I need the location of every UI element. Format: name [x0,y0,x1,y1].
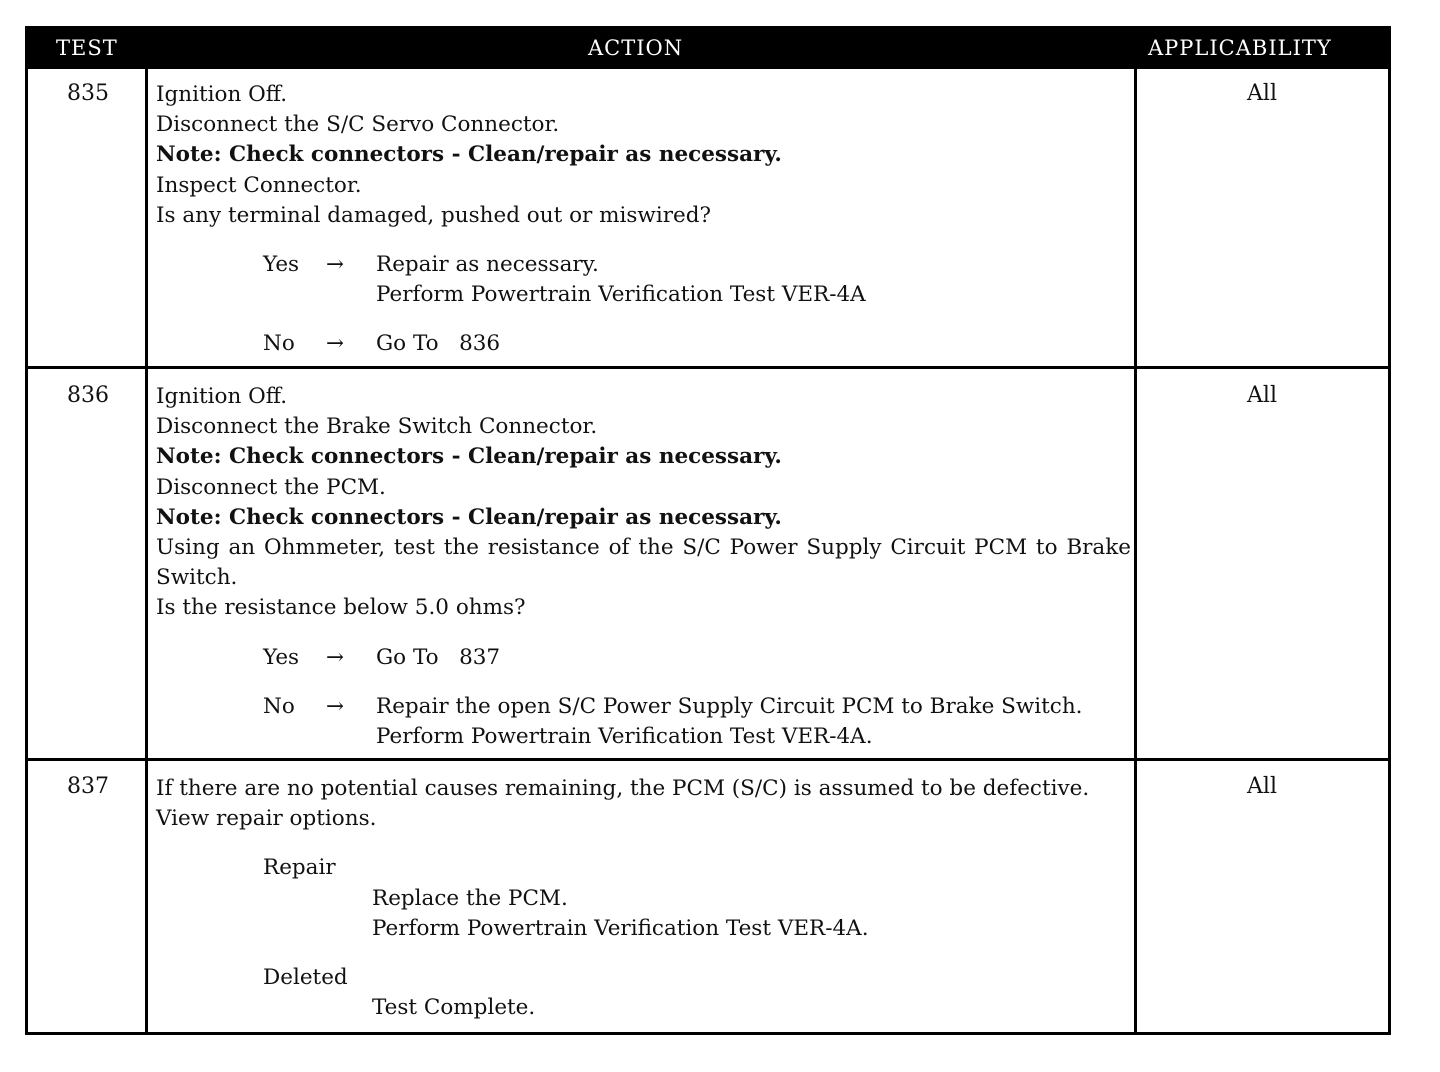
no-label: No [263,693,295,719]
question-line: Is the resistance below 5.0 ohms? [156,595,526,621]
arrow-icon: → [326,644,345,670]
test-number: 836 [67,383,109,408]
applicability-value: All [1247,383,1277,408]
repair-text: Replace the PCM. [372,885,568,911]
row-divider [28,366,1388,369]
no-label: No [263,331,295,357]
deleted-label: Deleted [263,965,348,991]
repair-text: Perform Powertrain Verification Test VER-4A. [372,915,869,941]
column-divider [1134,69,1137,1032]
arrow-icon: → [326,331,345,357]
response-text: Repair the open S/C Power Supply Circuit PCM to Brake Switch. [376,693,1083,719]
repair-label: Repair [263,855,336,881]
action-cell [156,80,1131,359]
no-response [156,692,1131,752]
header-action: ACTION [588,36,684,60]
applicability-value: All [1247,81,1277,106]
action-line: Ignition Off. [156,384,288,409]
action-cell [156,774,1131,1023]
test-number: 835 [67,81,109,106]
response-text: Go To 837 [376,644,501,670]
diagnostic-table [25,26,1391,1035]
no-response [156,329,1131,359]
action-line: View repair options. [156,806,377,832]
action-line: If there are no potential causes remaining, the PCM (S/C) is assumed to be defective. [156,776,1090,801]
action-line: Using an Ohmmeter, test the resistance of the S/C Power Supply Circuit PCM to Brake Switch. [156,535,1131,591]
action-line: Inspect Connector. [156,172,362,198]
note-line: Note: Check connectors - Clean/repair as necessary. [156,142,782,168]
question-line: Is any terminal damaged, pushed out or miswired? [156,202,711,228]
response-text: Go To 836 [376,331,501,357]
action-line: Ignition Off. [156,82,288,107]
response-text: Perform Powertrain Verification Test VER-4A [376,282,866,308]
yes-response [156,643,1131,673]
row-divider [28,758,1388,761]
yes-label: Yes [263,644,300,670]
header-applicability: APPLICABILITY [1148,36,1332,60]
action-cell [156,382,1131,752]
note-line: Note: Check connectors - Clean/repair as necessary. [156,444,782,470]
applicability-value: All [1247,774,1277,799]
test-number: 837 [67,774,109,799]
header-test: TEST [56,36,118,60]
response-text: Repair as necessary. [376,252,599,278]
yes-response [156,250,1131,310]
action-line: Disconnect the Brake Switch Connector. [156,414,598,440]
arrow-icon: → [326,693,345,719]
note-line: Note: Check connectors - Clean/repair as necessary. [156,504,782,530]
yes-label: Yes [263,252,300,278]
action-line: Disconnect the S/C Servo Connector. [156,112,560,138]
action-line: Disconnect the PCM. [156,474,386,500]
arrow-icon: → [326,252,345,278]
response-text: Perform Powertrain Verification Test VER-4A. [376,723,873,749]
deleted-text: Test Complete. [372,995,536,1021]
column-divider [145,69,148,1032]
table-header [28,29,1388,69]
